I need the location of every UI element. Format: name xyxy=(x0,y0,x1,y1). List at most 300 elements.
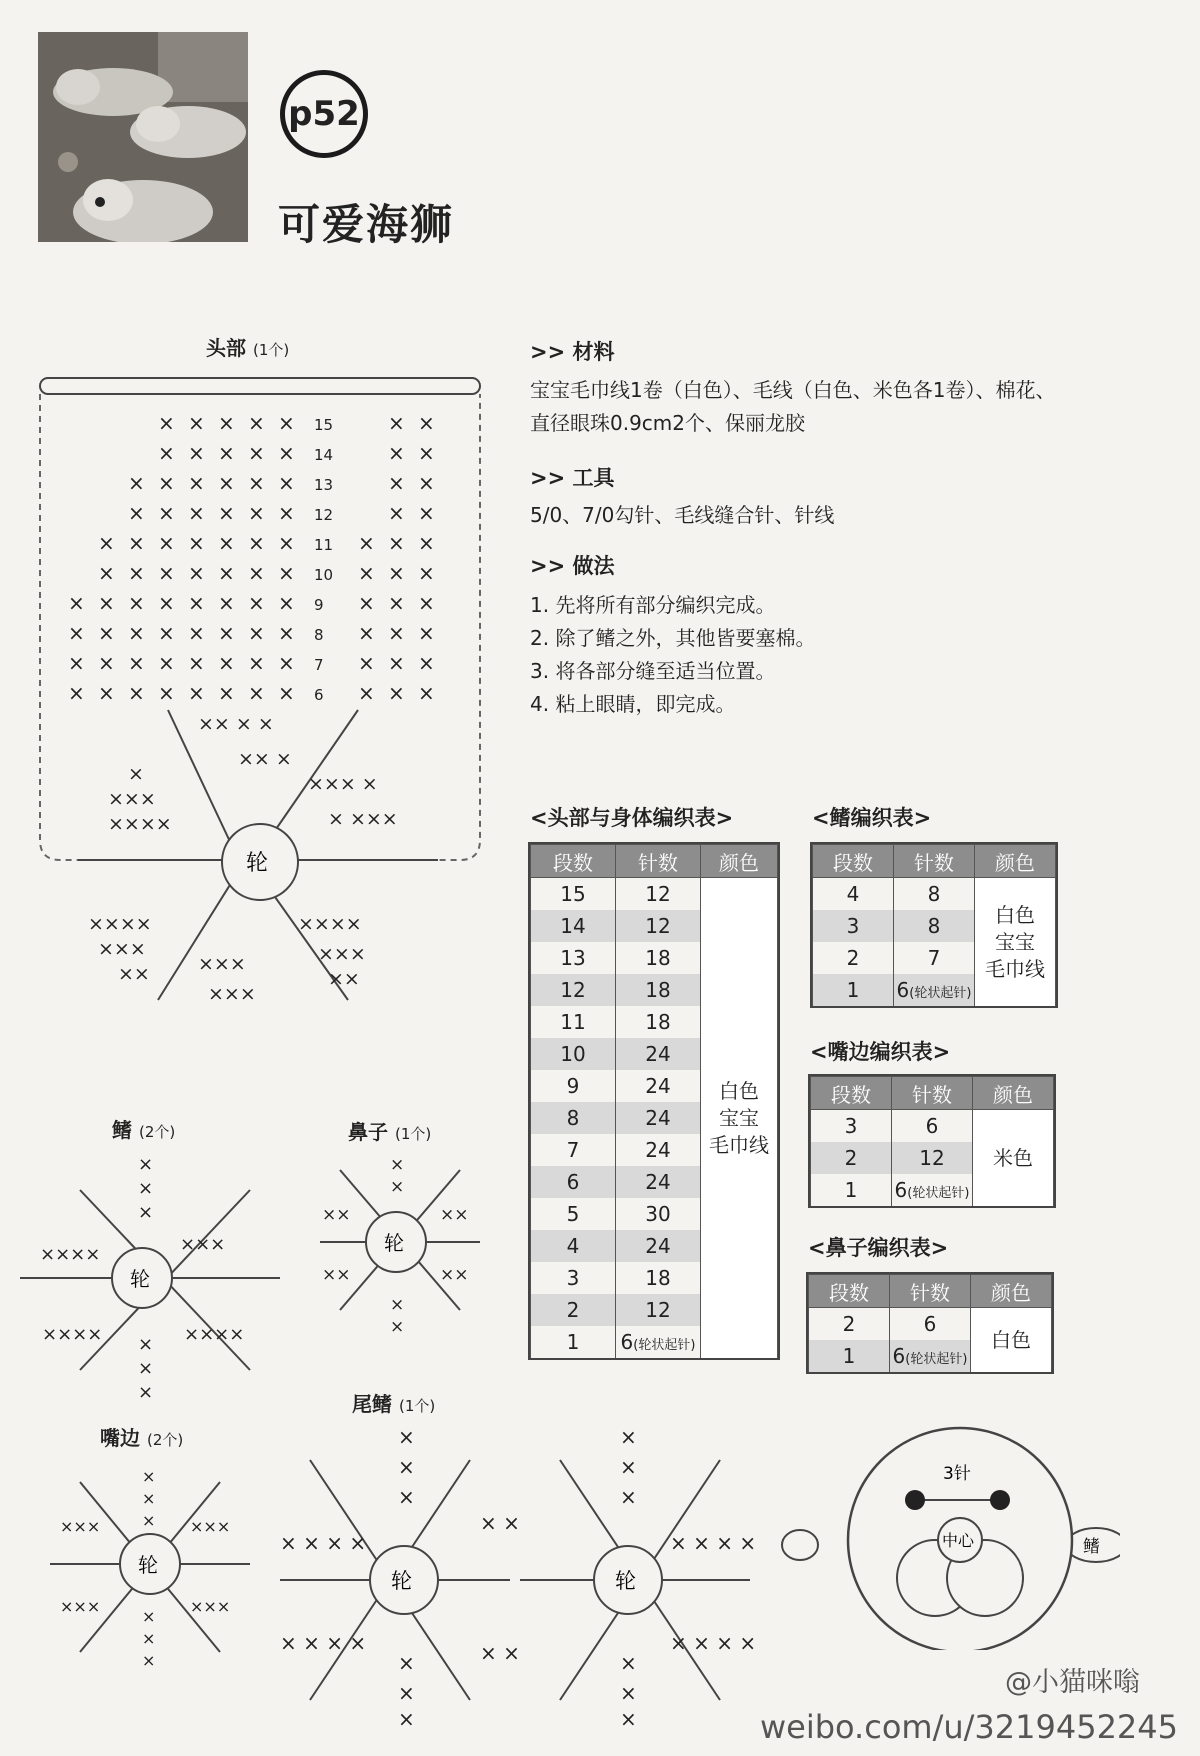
svg-text:×: × xyxy=(620,1707,637,1730)
head-stitch-mark: × xyxy=(98,621,115,645)
row-number-cell: 9 xyxy=(531,1070,616,1102)
nose-part-label xyxy=(348,1116,431,1145)
head-stitch-mark: × xyxy=(218,621,235,645)
row-number-cell: 14 xyxy=(531,910,616,942)
sea-lion-photo-art xyxy=(38,32,248,242)
head-stitch-mark: × xyxy=(388,531,405,555)
tools-text: 5/0、7/0勾针、毛线缝合针、针线 xyxy=(530,503,835,527)
tail-stitch-chart xyxy=(270,1420,760,1730)
stitch-count-cell xyxy=(894,974,975,1006)
table-row xyxy=(531,878,778,911)
svg-text:××××: ×××× xyxy=(298,913,362,935)
head-stitch-mark: × xyxy=(188,501,205,525)
stitch-count-cell xyxy=(616,1294,701,1326)
svg-text:××××: ×××× xyxy=(88,913,152,935)
stitch-count-cell xyxy=(616,942,701,974)
row-number-cell: 2 xyxy=(809,1308,890,1341)
row-number-cell: 4 xyxy=(531,1230,616,1262)
row-number-cell: 12 xyxy=(531,974,616,1006)
head-stitch-mark: × xyxy=(98,531,115,555)
svg-text:××××: ×××× xyxy=(184,1324,245,1345)
head-stitch-mark: × xyxy=(188,591,205,615)
row-number-cell: 10 xyxy=(531,1038,616,1070)
stitch-count-cell xyxy=(616,878,701,911)
row-number-cell: 1 xyxy=(531,1326,616,1358)
svg-text:×××: ××× xyxy=(60,1597,101,1616)
yarn-color-line: 毛巾线 xyxy=(709,1132,769,1157)
svg-text:8: 8 xyxy=(314,626,324,644)
stitch-count-value: 12 xyxy=(645,914,671,938)
svg-text:×: × xyxy=(620,1425,637,1449)
head-stitch-mark: × xyxy=(248,411,265,435)
stitch-count-cell xyxy=(892,1110,973,1143)
head-stitch-mark: × xyxy=(128,501,145,525)
svg-text:× × × ×: × × × × xyxy=(280,1531,367,1555)
row-number-cell: 7 xyxy=(531,1134,616,1166)
ring-start-note: (轮状起针) xyxy=(905,1352,968,1367)
head-stitch-mark: × xyxy=(278,501,295,525)
svg-text:××××: ×××× xyxy=(108,813,172,835)
head-stitch-mark: × xyxy=(278,621,295,645)
head-part-name: 头部 xyxy=(206,336,246,360)
head-stitch-mark: × xyxy=(158,621,175,645)
svg-text:×: × xyxy=(138,1202,154,1223)
svg-text:×: × xyxy=(138,1382,154,1403)
sea-lion-photo xyxy=(38,32,248,242)
stitch-count-value: 18 xyxy=(645,978,671,1002)
head-stitch-mark: × xyxy=(278,531,295,555)
svg-text:× ×: × × xyxy=(480,1641,520,1665)
method-step-2: 2. 除了鳍之外，其他皆要塞棉。 xyxy=(530,626,816,650)
yarn-color-cell xyxy=(971,1308,1052,1373)
tail-part-qty: (1个) xyxy=(398,1397,436,1415)
head-stitch-mark: × xyxy=(388,501,405,525)
tail-part-label xyxy=(352,1388,435,1417)
stitch-count-cell xyxy=(616,1198,701,1230)
head-stitch-mark: × xyxy=(158,531,175,555)
stitch-count-cell xyxy=(616,1006,701,1038)
stitch-count-value: 18 xyxy=(645,946,671,970)
tail-part-name: 尾鳍 xyxy=(352,1392,392,1416)
svg-text:×: × xyxy=(390,1177,405,1197)
svg-text:×: × xyxy=(142,1489,156,1508)
flipper-table-title: <鳍编织表> xyxy=(812,806,932,830)
head-stitch-mark: × xyxy=(278,411,295,435)
yarn-color-cell xyxy=(975,878,1056,1007)
svg-text:×: × xyxy=(398,1485,415,1509)
head-stitch-mark: × xyxy=(388,621,405,645)
stitch-count-value: 6 xyxy=(620,1330,634,1354)
head-stitch-mark: × xyxy=(218,411,235,435)
assembly-diagram xyxy=(780,1400,1120,1650)
mouth-ring-label: 轮 xyxy=(138,1553,158,1577)
head-stitch-mark: × xyxy=(418,561,435,585)
nose-part-name: 鼻子 xyxy=(348,1120,388,1144)
col-stitches-header: 针数 xyxy=(892,1077,973,1110)
head-stitch-mark: × xyxy=(418,681,435,705)
head-stitch-mark: × xyxy=(218,441,235,465)
materials-text xyxy=(530,374,1170,440)
col-rows-header: 段数 xyxy=(811,1077,892,1110)
tools-heading: >> 工具 xyxy=(530,466,615,490)
head-stitch-mark: × xyxy=(128,621,145,645)
stitch-count-value: 24 xyxy=(645,1234,671,1258)
svg-text:14: 14 xyxy=(314,446,334,464)
row-number-cell: 2 xyxy=(531,1294,616,1326)
materials-line-2: 直径眼珠0.9cm2个、保丽龙胶 xyxy=(530,411,806,435)
row-number-cell: 5 xyxy=(531,1198,616,1230)
stitch-count-value: 24 xyxy=(645,1042,671,1066)
stitch-count-value: 6 xyxy=(896,978,910,1002)
row-number-cell: 3 xyxy=(813,910,894,942)
yarn-color-line: 毛巾线 xyxy=(985,956,1045,981)
head-stitch-mark: × xyxy=(388,441,405,465)
stitch-count-value: 7 xyxy=(927,946,941,970)
nose-table xyxy=(806,1272,1054,1374)
head-stitch-mark: × xyxy=(388,651,405,675)
stitch-count-value: 8 xyxy=(927,882,941,906)
head-stitch-mark: × xyxy=(248,531,265,555)
stitch-count-cell xyxy=(616,1326,701,1358)
stitch-count-value: 12 xyxy=(919,1146,945,1170)
svg-text:× × × ×: × × × × xyxy=(280,1631,367,1655)
stitch-count-cell xyxy=(616,1070,701,1102)
svg-text:×××: ××× xyxy=(190,1517,231,1536)
table-row xyxy=(809,1308,1052,1341)
row-number-cell: 11 xyxy=(531,1006,616,1038)
row-number-cell: 6 xyxy=(531,1166,616,1198)
flipper-part-label xyxy=(112,1114,175,1143)
yarn-color-line: 宝宝 xyxy=(995,929,1035,954)
svg-text:×××: ××× xyxy=(208,983,256,1005)
mouth-part-name: 嘴边 xyxy=(100,1426,140,1450)
head-stitch-mark: × xyxy=(188,621,205,645)
col-stitches-header: 针数 xyxy=(616,845,701,878)
head-stitch-mark: × xyxy=(418,531,435,555)
row-number-cell: 1 xyxy=(813,974,894,1006)
head-stitch-mark: × xyxy=(68,621,85,645)
head-stitch-mark: × xyxy=(248,561,265,585)
svg-text:×: × xyxy=(390,1317,405,1337)
stitch-count-value: 6 xyxy=(923,1312,937,1336)
head-stitch-mark: × xyxy=(278,591,295,615)
yarn-color-cell xyxy=(701,878,778,1359)
svg-text:×××: ××× xyxy=(98,938,146,960)
svg-text:×: × xyxy=(142,1607,156,1626)
nose-ring-label: 轮 xyxy=(384,1231,404,1255)
svg-text:×: × xyxy=(390,1155,405,1175)
svg-text:××××: ×××× xyxy=(40,1244,101,1265)
head-stitch-mark: × xyxy=(188,411,205,435)
svg-text:××: ×× xyxy=(322,1265,351,1285)
head-stitch-mark: × xyxy=(128,561,145,585)
svg-text:7: 7 xyxy=(314,656,324,674)
svg-text:×× ×: ×× × xyxy=(238,748,292,770)
svg-text:××: ×× xyxy=(440,1265,469,1285)
svg-text:×× × ×: ×× × × xyxy=(198,713,274,735)
head-stitch-mark: × xyxy=(388,471,405,495)
stitch-count-cell xyxy=(616,1230,701,1262)
stitch-count-cell xyxy=(616,1166,701,1198)
head-stitch-mark: × xyxy=(128,591,145,615)
svg-text:11: 11 xyxy=(314,536,334,554)
flipper-part-qty: (2个) xyxy=(138,1123,176,1141)
head-stitch-mark: × xyxy=(158,471,175,495)
stitch-count-value: 18 xyxy=(645,1266,671,1290)
head-stitch-mark: × xyxy=(98,591,115,615)
svg-text:××: ×× xyxy=(322,1205,351,1225)
col-rows-header: 段数 xyxy=(531,845,616,878)
stitch-count-cell xyxy=(616,974,701,1006)
svg-text:×××: ××× xyxy=(180,1234,226,1255)
watermark-handle: @小猫咪嗡 xyxy=(1005,1667,1140,1698)
svg-text:×: × xyxy=(620,1485,637,1509)
stitch-count-value: 6 xyxy=(925,1114,939,1138)
nose-table-title: <鼻子编织表> xyxy=(808,1236,949,1260)
head-body-table xyxy=(528,842,780,1360)
head-stitch-mark: × xyxy=(218,591,235,615)
head-stitch-mark: × xyxy=(358,681,375,705)
head-stitch-mark: × xyxy=(358,591,375,615)
head-stitch-mark: × xyxy=(218,561,235,585)
stitch-count-cell xyxy=(890,1340,971,1372)
svg-text:10: 10 xyxy=(314,566,334,584)
stitch-count-value: 24 xyxy=(645,1106,671,1130)
tail-ring-left-label: 轮 xyxy=(391,1569,412,1593)
head-stitch-mark: × xyxy=(188,681,205,705)
nose-part-qty: (1个) xyxy=(394,1125,432,1143)
svg-text:×: × xyxy=(128,763,144,785)
row-number-cell: 3 xyxy=(811,1110,892,1143)
head-stitch-chart xyxy=(28,370,488,1020)
row-number-cell: 4 xyxy=(813,878,894,911)
head-stitch-mark: × xyxy=(358,531,375,555)
assembly-flipper-label: 鳍 xyxy=(1083,1537,1100,1557)
yarn-color-line: 白色 xyxy=(719,1078,759,1103)
assembly-stitch-label: 3针 xyxy=(943,1464,971,1484)
table-row xyxy=(811,1110,1054,1143)
stitch-count-value: 18 xyxy=(645,1010,671,1034)
svg-text:12: 12 xyxy=(314,506,334,524)
svg-text:×: × xyxy=(142,1651,156,1670)
svg-text:×: × xyxy=(620,1681,637,1705)
svg-text:×××: ××× xyxy=(198,953,246,975)
nose-stitch-chart xyxy=(310,1150,490,1340)
head-stitch-mark: × xyxy=(158,591,175,615)
head-stitch-mark: × xyxy=(188,561,205,585)
row-number-cell: 1 xyxy=(811,1174,892,1206)
col-rows-header: 段数 xyxy=(813,845,894,878)
stitch-count-value: 24 xyxy=(645,1138,671,1162)
page-badge: p52 xyxy=(280,70,368,158)
head-stitch-mark: × xyxy=(248,591,265,615)
stitch-count-value: 8 xyxy=(927,914,941,938)
head-stitch-mark: × xyxy=(278,651,295,675)
svg-text:××× ×: ××× × xyxy=(308,773,378,795)
head-stitch-mark: × xyxy=(358,621,375,645)
mouth-part-label xyxy=(100,1422,183,1451)
head-stitch-mark: × xyxy=(158,681,175,705)
stitch-count-cell xyxy=(892,1174,973,1206)
svg-text:×: × xyxy=(398,1707,415,1730)
stitch-count-cell xyxy=(894,910,975,942)
stitch-count-value: 6 xyxy=(892,1344,906,1368)
head-stitch-mark: × xyxy=(388,591,405,615)
yarn-color-line: 米色 xyxy=(993,1145,1033,1170)
svg-text:×: × xyxy=(138,1154,154,1175)
col-stitches-header: 针数 xyxy=(894,845,975,878)
head-stitch-mark: × xyxy=(388,411,405,435)
svg-text:×: × xyxy=(390,1295,405,1315)
stitch-count-value: 30 xyxy=(645,1202,671,1226)
svg-text:15: 15 xyxy=(314,416,334,434)
svg-text:×: × xyxy=(398,1651,415,1675)
stitch-count-value: 12 xyxy=(645,882,671,906)
method-step-1: 1. 先将所有部分编织完成。 xyxy=(530,593,776,617)
head-stitch-mark: × xyxy=(388,681,405,705)
stitch-count-cell xyxy=(894,942,975,974)
stitch-count-cell xyxy=(616,1038,701,1070)
svg-text:××××: ×××× xyxy=(42,1324,103,1345)
head-row-numbers xyxy=(314,416,333,704)
head-stitch-mark: × xyxy=(248,651,265,675)
head-stitch-mark: × xyxy=(188,471,205,495)
row-number-cell: 2 xyxy=(813,942,894,974)
head-stitch-mark: × xyxy=(218,681,235,705)
ring-start-note: (轮状起针) xyxy=(907,1186,970,1201)
head-stitch-mark: × xyxy=(158,411,175,435)
head-stitch-mark: × xyxy=(128,651,145,675)
flipper-ring-label: 轮 xyxy=(130,1267,150,1291)
head-stitch-mark: × xyxy=(68,591,85,615)
svg-text:×: × xyxy=(398,1455,415,1479)
svg-text:13: 13 xyxy=(314,476,334,494)
svg-text:×: × xyxy=(398,1425,415,1449)
svg-text:6: 6 xyxy=(314,686,324,704)
stitch-count-value: 24 xyxy=(645,1170,671,1194)
stitch-count-cell xyxy=(894,878,975,911)
ring-start-note: (轮状起针) xyxy=(633,1338,696,1353)
head-stitch-mark: × xyxy=(278,561,295,585)
head-stitch-mark: × xyxy=(218,471,235,495)
method-steps xyxy=(530,589,815,721)
stitch-count-cell xyxy=(890,1308,971,1341)
stitch-count-cell xyxy=(616,1262,701,1294)
head-stitch-mark: × xyxy=(248,681,265,705)
materials-heading: >> 材料 xyxy=(530,340,615,364)
head-stitch-mark: × xyxy=(158,441,175,465)
stitch-count-cell xyxy=(616,1134,701,1166)
stitch-count-value: 24 xyxy=(645,1074,671,1098)
svg-text:×: × xyxy=(138,1334,154,1355)
col-rows-header: 段数 xyxy=(809,1275,890,1308)
head-stitch-mark: × xyxy=(418,411,435,435)
assembly-center-label: 中心 xyxy=(942,1531,975,1550)
head-stitch-mark: × xyxy=(218,501,235,525)
head-stitch-mark: × xyxy=(418,621,435,645)
svg-text:× × × ×: × × × × xyxy=(670,1631,757,1655)
svg-text:×: × xyxy=(142,1511,156,1530)
yarn-color-line: 宝宝 xyxy=(719,1105,759,1130)
head-stitch-mark: × xyxy=(278,681,295,705)
head-stitch-mark: × xyxy=(248,621,265,645)
head-stitch-mark: × xyxy=(98,681,115,705)
head-stitch-mark: × xyxy=(128,471,145,495)
head-ring-label: 轮 xyxy=(246,851,269,876)
svg-text:×: × xyxy=(138,1178,154,1199)
head-stitch-mark: × xyxy=(98,561,115,585)
head-stitch-mark: × xyxy=(248,441,265,465)
row-number-cell: 2 xyxy=(811,1142,892,1174)
head-stitch-mark: × xyxy=(418,501,435,525)
page-title: 可爱海狮 xyxy=(278,200,455,249)
head-stitch-mark: × xyxy=(278,441,295,465)
svg-text:× ×××: × ××× xyxy=(328,808,398,830)
svg-text:×××: ××× xyxy=(190,1597,231,1616)
svg-text:× ×: × × xyxy=(480,1511,520,1535)
head-part-label xyxy=(206,332,289,361)
head-stitch-mark: × xyxy=(158,561,175,585)
mouth-table xyxy=(808,1074,1056,1208)
mouth-table-title: <嘴边编织表> xyxy=(810,1040,951,1064)
head-stitch-mark: × xyxy=(418,591,435,615)
watermark-url: weibo.com/u/3219452245 xyxy=(759,1708,1178,1746)
head-body-table-title: <头部与身体编织表> xyxy=(530,806,734,830)
head-stitch-mark: × xyxy=(218,531,235,555)
stitch-count-value: 6 xyxy=(894,1178,908,1202)
yarn-color-line: 白色 xyxy=(995,902,1035,927)
head-stitch-mark: × xyxy=(188,531,205,555)
svg-text:×: × xyxy=(138,1358,154,1379)
yarn-color-line: 白色 xyxy=(991,1327,1031,1352)
svg-text:× × × ×: × × × × xyxy=(670,1531,757,1555)
head-stitch-mark: × xyxy=(248,501,265,525)
method-step-4: 4. 粘上眼睛，即完成。 xyxy=(530,692,736,716)
table-row xyxy=(813,878,1056,911)
svg-text:×: × xyxy=(142,1629,156,1648)
yarn-color-cell xyxy=(973,1110,1054,1207)
svg-text:×××: ××× xyxy=(108,788,156,810)
stitch-count-cell xyxy=(616,1102,701,1134)
svg-text:××: ×× xyxy=(118,963,150,985)
head-stitch-mark: × xyxy=(188,651,205,675)
svg-text:×: × xyxy=(142,1467,156,1486)
stitch-count-cell xyxy=(892,1142,973,1174)
head-stitch-mark: × xyxy=(418,441,435,465)
head-stitch-mark: × xyxy=(98,651,115,675)
row-number-cell: 15 xyxy=(531,878,616,911)
head-stitch-mark: × xyxy=(218,651,235,675)
flipper-table xyxy=(810,842,1058,1008)
head-stitch-mark: × xyxy=(128,531,145,555)
mouth-part-qty: (2个) xyxy=(146,1431,184,1449)
method-step-3: 3. 将各部分缝至适当位置。 xyxy=(530,659,776,683)
stitch-count-value: 12 xyxy=(645,1298,671,1322)
head-part-qty: (1个) xyxy=(252,341,290,359)
svg-text:×××: ××× xyxy=(60,1517,101,1536)
mouth-stitch-chart xyxy=(40,1462,260,1682)
stitch-count-cell xyxy=(616,910,701,942)
col-color-header: 颜色 xyxy=(971,1275,1052,1308)
head-stitch-mark: × xyxy=(418,471,435,495)
head-stitch-mark: × xyxy=(418,651,435,675)
head-stitch-mark: × xyxy=(68,681,85,705)
flipper-stitch-chart xyxy=(20,1150,290,1410)
svg-text:××: ×× xyxy=(440,1205,469,1225)
head-stitch-mark: × xyxy=(158,651,175,675)
row-number-cell: 3 xyxy=(531,1262,616,1294)
tail-ring-right-label: 轮 xyxy=(615,1569,636,1593)
